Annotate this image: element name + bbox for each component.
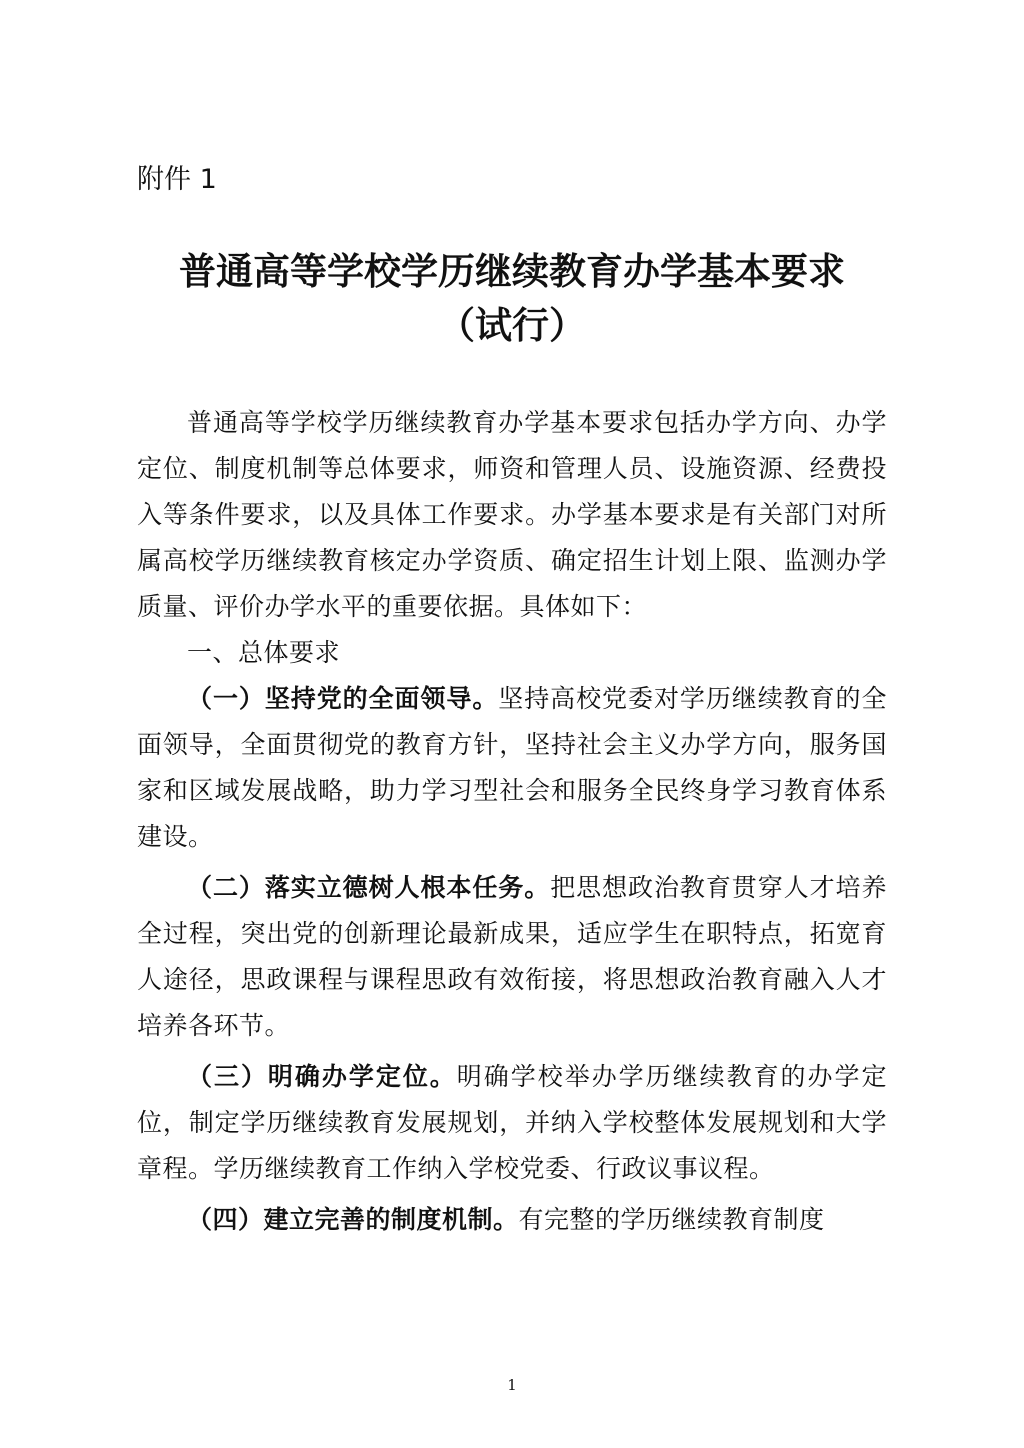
item-text: 把思想政治教育贯穿人才培养全过程，突出党的创新理论最新成果，适应学生在职特点，拓宽育人途径，思政课程与课程思政有效衔接，将思想政治教育融入人才培养各环节。 xyxy=(137,873,887,1040)
document-subtitle: （试行） xyxy=(438,303,586,347)
item-lead: （一）坚持党的全面领导。 xyxy=(187,684,499,713)
item-lead: （四）建立完善的制度机制。 xyxy=(187,1205,519,1234)
item-text: 明确学校举办学历继续教育的办学定位，制定学历继续教育发展规划，并纳入学校整体发展规划和大学章程。学历继续教育工作纳入学校党委、行政议事议程。 xyxy=(137,1062,887,1183)
item-lead: （三）明确办学定位。 xyxy=(187,1062,457,1091)
paragraph-item-2 xyxy=(137,865,887,1049)
document-body xyxy=(137,400,887,1243)
paragraph-item-3 xyxy=(137,1054,887,1192)
intro-paragraph: 普通高等学校学历继续教育办学基本要求包括办学方向、办学定位、制度机制等总体要求，师资和管理人员、设施资源、经费投入等条件要求，以及具体工作要求。办学基本要求是有关部门对所属高校学历继续教育核定办学资质、确定招生计划上限、监测办学质量、评价办学水平的重要依据。具体如下： xyxy=(137,408,887,621)
paragraph-item-4 xyxy=(137,1197,887,1243)
item-lead: （二）落实立德树人根本任务。 xyxy=(187,873,551,902)
item-text: 坚持高校党委对学历继续教育的全面领导，全面贯彻党的教育方针，坚持社会主义办学方向，服务国家和区域发展战略，助力学习型社会和服务全民终身学习教育体系建设。 xyxy=(137,684,887,851)
page-number: 1 xyxy=(507,1376,517,1394)
attachment-label: 附件 1 xyxy=(137,164,217,195)
paragraph-item-1 xyxy=(137,676,887,860)
item-text: 有完整的学历继续教育制度 xyxy=(518,1205,825,1234)
document-title: 普通高等学校学历继续教育办学基本要求 xyxy=(179,249,845,293)
section-heading: 一、总体要求 xyxy=(187,638,341,667)
